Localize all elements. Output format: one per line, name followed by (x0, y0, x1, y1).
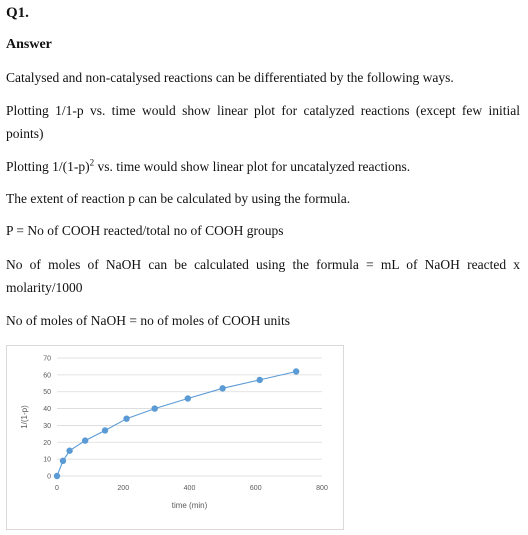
x-tick-label: 0 (55, 485, 59, 492)
data-point (66, 448, 72, 454)
data-point (60, 458, 66, 464)
data-point (82, 437, 88, 443)
p3-text-before: Plotting 1/(1-p) (6, 159, 90, 174)
y-tick-label: 40 (43, 406, 51, 414)
data-point (185, 395, 191, 401)
paragraph-naoh-cooh-equivalence: No of moles of NaOH = no of moles of COOH units (6, 313, 290, 328)
question-number: Q1. (6, 5, 29, 21)
paragraph-p-definition: P = No of COOH reacted/total no of COOH groups (6, 223, 284, 238)
y-tick-label: 0 (47, 473, 51, 481)
data-point (54, 473, 60, 479)
x-tick-label: 200 (117, 485, 130, 492)
chart-series (54, 368, 300, 479)
paragraph-differentiation: Catalysed and non-catalysed reactions can be differentiated by the following ways. (6, 70, 454, 85)
data-point (152, 405, 158, 411)
paragraph-naoh-moles-formula: No of moles of NaOH can be calculated using the formula = mL of NaOH reacted x molarity/1000 (6, 257, 520, 295)
data-point (102, 427, 108, 433)
x-tick-label: 800 (316, 485, 328, 492)
y-tick-label: 20 (43, 439, 51, 447)
data-point (257, 377, 263, 383)
series-line (57, 372, 296, 477)
y-tick-label: 30 (43, 422, 51, 430)
y-axis-title: 1/(1-p) (20, 405, 29, 429)
chart-container (6, 345, 344, 530)
chart-grid (57, 358, 322, 476)
x-tick-label: 600 (249, 485, 262, 492)
y-tick-labels (43, 356, 51, 481)
p3-superscript: 2 (89, 157, 95, 168)
data-point (219, 385, 225, 391)
x-tick-labels (55, 485, 328, 492)
x-axis-title: time (min) (171, 501, 208, 510)
y-tick-label: 60 (43, 372, 51, 380)
line-chart (7, 346, 343, 529)
y-tick-label: 50 (43, 389, 51, 397)
x-tick-label: 400 (183, 485, 196, 492)
y-tick-label: 70 (43, 355, 51, 363)
paragraph-uncatalyzed-plot (6, 155, 520, 178)
paragraph-extent-formula: The extent of reaction p can be calculated by using the formula. (6, 191, 351, 206)
data-point (123, 415, 129, 421)
paragraph-catalyzed-plot: Plotting 1/1-p vs. time would show linear plot for catalyzed reactions (except few initial points) (6, 103, 520, 141)
answer-heading: Answer (6, 37, 52, 52)
data-point (293, 368, 299, 374)
y-tick-label: 10 (43, 456, 51, 464)
p3-text-after: vs. time would show linear plot for uncatalyzed reactions. (94, 159, 411, 174)
